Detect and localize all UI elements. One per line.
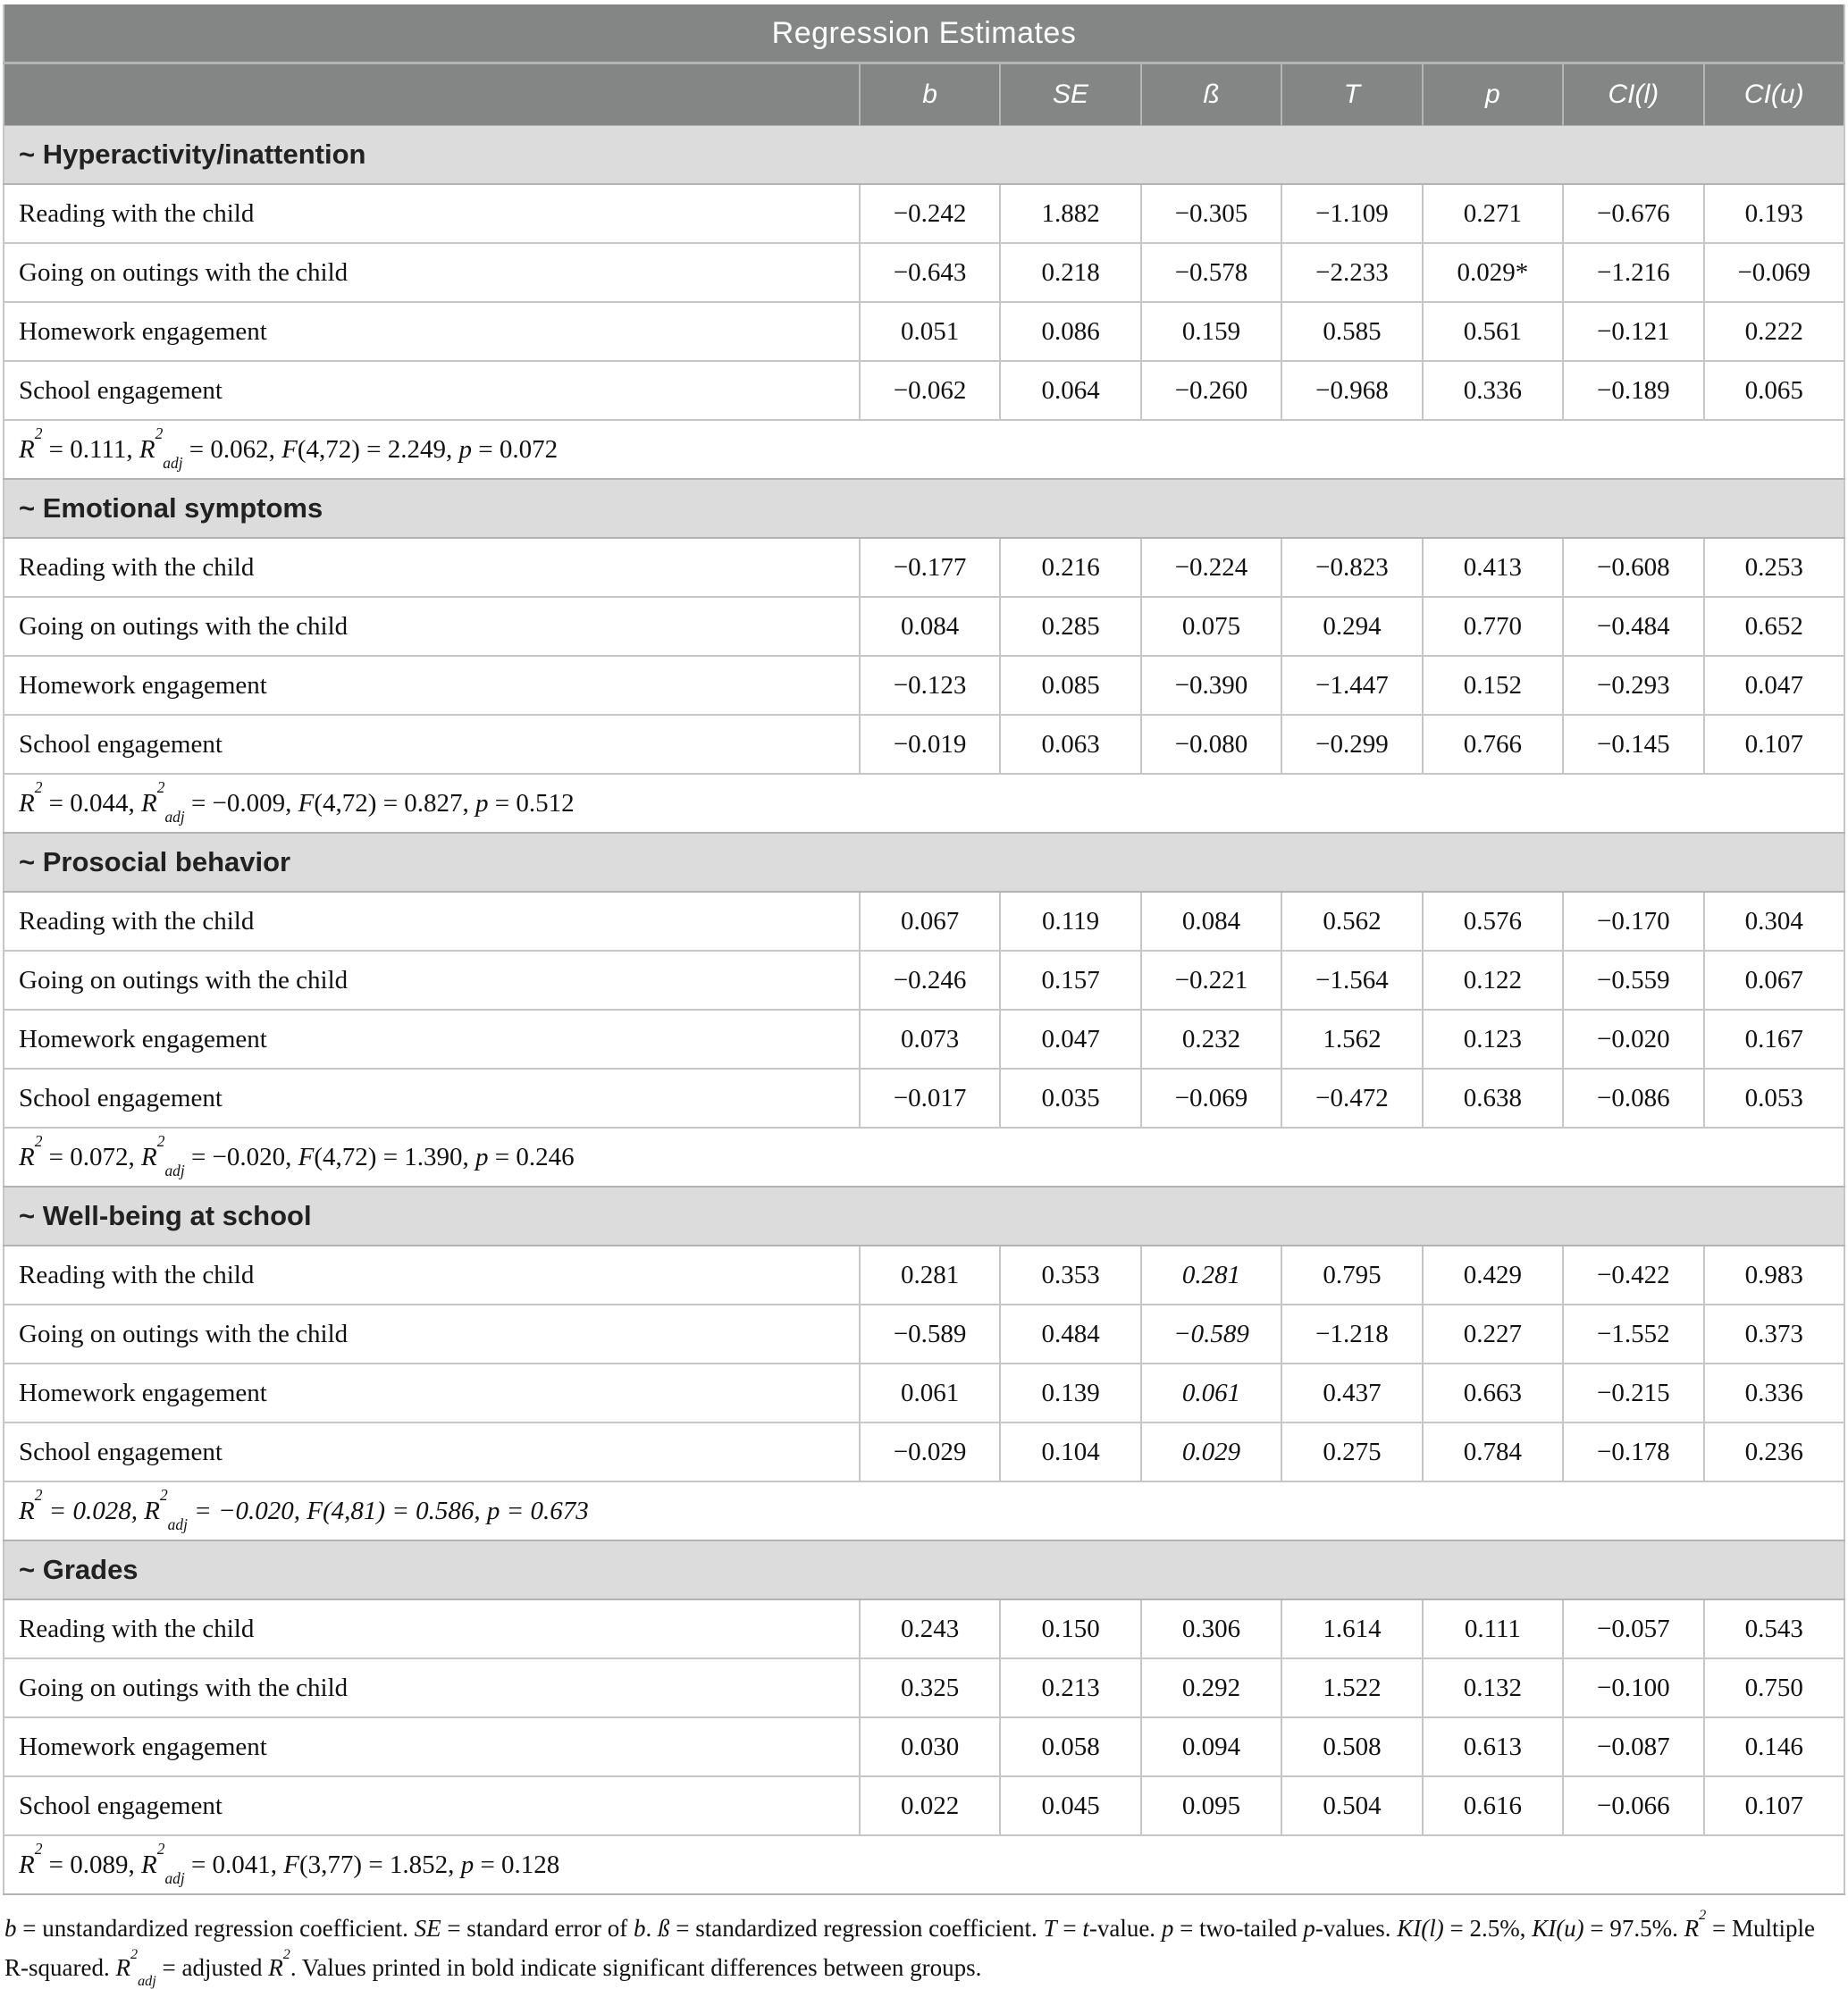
cell-beta: 0.029: [1141, 1423, 1281, 1481]
column-header-p: p: [1423, 63, 1563, 126]
table-row: [4, 1717, 1844, 1776]
cell-ci-lower: −0.676: [1563, 184, 1703, 243]
cell-b: −0.019: [860, 715, 1000, 774]
cell-p: 0.271: [1423, 184, 1563, 243]
cell-ci-lower: −0.178: [1563, 1423, 1703, 1481]
cell-p: 0.122: [1423, 951, 1563, 1010]
cell-t: 0.795: [1281, 1246, 1422, 1305]
cell-ci-lower: −0.608: [1563, 538, 1703, 597]
cell-p: 0.638: [1423, 1069, 1563, 1128]
column-header-ci-lower: CI(l): [1563, 63, 1703, 126]
row-label: Homework engagement: [4, 302, 860, 361]
cell-b: −0.123: [860, 656, 1000, 715]
cell-b: 0.061: [860, 1364, 1000, 1423]
cell-t: 0.585: [1281, 302, 1422, 361]
cell-ci-upper: 0.236: [1704, 1423, 1844, 1481]
cell-b: 0.243: [860, 1599, 1000, 1658]
cell-se: 0.285: [1000, 597, 1140, 656]
section-row: [4, 833, 1844, 892]
cell-t: 0.275: [1281, 1423, 1422, 1481]
cell-beta: −0.224: [1141, 538, 1281, 597]
model-fit-stats: $R^2 = 0.089$, $R^2_{adj} = 0.041$, F(3,77) = 1.852, p = 0.128: [4, 1835, 1844, 1894]
cell-b: −0.017: [860, 1069, 1000, 1128]
cell-b: −0.062: [860, 361, 1000, 420]
cell-se: 0.035: [1000, 1069, 1140, 1128]
cell-t: −1.109: [1281, 184, 1422, 243]
table-row: [4, 243, 1844, 302]
cell-beta: −0.221: [1141, 951, 1281, 1010]
cell-t: −2.233: [1281, 243, 1422, 302]
section-row: [4, 479, 1844, 538]
cell-ci-lower: −0.100: [1563, 1658, 1703, 1717]
cell-t: 0.294: [1281, 597, 1422, 656]
table-row: [4, 1658, 1844, 1717]
cell-b: 0.030: [860, 1717, 1000, 1776]
table-row: [4, 1423, 1844, 1481]
cell-beta: 0.232: [1141, 1010, 1281, 1069]
row-label: Going on outings with the child: [4, 951, 860, 1010]
cell-beta: 0.094: [1141, 1717, 1281, 1776]
row-label: Homework engagement: [4, 656, 860, 715]
cell-p: 0.123: [1423, 1010, 1563, 1069]
cell-p: 0.111: [1423, 1599, 1563, 1658]
table-row: [4, 184, 1844, 243]
cell-ci-upper: 0.304: [1704, 892, 1844, 951]
section-heading: ~ Well-being at school: [4, 1187, 1844, 1246]
row-label: Homework engagement: [4, 1010, 860, 1069]
row-label: Going on outings with the child: [4, 243, 860, 302]
cell-t: 0.508: [1281, 1717, 1422, 1776]
cell-t: −0.299: [1281, 715, 1422, 774]
cell-ci-upper: 0.253: [1704, 538, 1844, 597]
cell-se: 0.119: [1000, 892, 1140, 951]
cell-ci-upper: 0.222: [1704, 302, 1844, 361]
model-fit-stats: $R^2 = 0.111$, $R^2_{adj} = 0.062$, F(4,72) = 2.249, p = 0.072: [4, 420, 1844, 479]
cell-beta: 0.061: [1141, 1364, 1281, 1423]
cell-ci-upper: 0.053: [1704, 1069, 1844, 1128]
cell-se: 0.063: [1000, 715, 1140, 774]
stats-row: [4, 774, 1844, 833]
cell-b: −0.029: [860, 1423, 1000, 1481]
cell-se: 0.058: [1000, 1717, 1140, 1776]
cell-b: 0.073: [860, 1010, 1000, 1069]
cell-se: 0.104: [1000, 1423, 1140, 1481]
cell-ci-lower: −0.215: [1563, 1364, 1703, 1423]
cell-se: 0.157: [1000, 951, 1140, 1010]
table-footnote: b = unstandardized regression coefficient. SE = standard error of b. ß = standardized regression coefficient. T = t-value. p = two-tailed p-values. KI(l) = 2.5%, KI(u) = 97.5%. $R^2$ = Multiple R-squared. $R^2_{adj}$ = adjusted $R^2$. Values printed in bold indicate significant differences between groups.: [4, 1907, 1815, 1989]
section-heading: ~ Grades: [4, 1540, 1844, 1599]
cell-ci-lower: −0.484: [1563, 597, 1703, 656]
table-row: [4, 361, 1844, 420]
cell-se: 0.047: [1000, 1010, 1140, 1069]
cell-beta: −0.578: [1141, 243, 1281, 302]
cell-beta: −0.305: [1141, 184, 1281, 243]
row-label: Reading with the child: [4, 538, 860, 597]
table-row: [4, 538, 1844, 597]
cell-p: 0.576: [1423, 892, 1563, 951]
table-row: [4, 1305, 1844, 1364]
row-label: School engagement: [4, 1069, 860, 1128]
table-title: Regression Estimates: [4, 4, 1844, 63]
cell-ci-upper: 0.543: [1704, 1599, 1844, 1658]
table-row: [4, 656, 1844, 715]
row-label: Homework engagement: [4, 1717, 860, 1776]
cell-beta: 0.306: [1141, 1599, 1281, 1658]
table-row: [4, 1246, 1844, 1305]
model-fit-stats: $R^2 = 0.028$, $R^2_{adj} = -0.020$, F(4,81) = 0.586, p = 0.673: [4, 1481, 1844, 1540]
cell-beta: −0.260: [1141, 361, 1281, 420]
cell-ci-upper: −0.069: [1704, 243, 1844, 302]
row-label: Going on outings with the child: [4, 597, 860, 656]
cell-se: 1.882: [1000, 184, 1140, 243]
cell-se: 0.218: [1000, 243, 1140, 302]
cell-beta: 0.159: [1141, 302, 1281, 361]
cell-ci-upper: 0.107: [1704, 1776, 1844, 1835]
cell-ci-lower: −1.216: [1563, 243, 1703, 302]
cell-se: 0.064: [1000, 361, 1140, 420]
cell-beta: −0.080: [1141, 715, 1281, 774]
cell-p: 0.766: [1423, 715, 1563, 774]
cell-b: −0.643: [860, 243, 1000, 302]
cell-se: 0.085: [1000, 656, 1140, 715]
section-row: [4, 1187, 1844, 1246]
column-header-empty: [4, 63, 860, 126]
row-label: Reading with the child: [4, 1246, 860, 1305]
cell-ci-upper: 0.146: [1704, 1717, 1844, 1776]
cell-t: −0.823: [1281, 538, 1422, 597]
cell-ci-lower: −0.170: [1563, 892, 1703, 951]
cell-ci-upper: 0.750: [1704, 1658, 1844, 1717]
regression-table: [3, 4, 1845, 1895]
stats-row: [4, 1128, 1844, 1187]
cell-p: 0.613: [1423, 1717, 1563, 1776]
cell-p: 0.429: [1423, 1246, 1563, 1305]
cell-ci-upper: 0.652: [1704, 597, 1844, 656]
cell-b: 0.051: [860, 302, 1000, 361]
cell-beta: 0.075: [1141, 597, 1281, 656]
row-label: Homework engagement: [4, 1364, 860, 1423]
cell-t: 1.614: [1281, 1599, 1422, 1658]
cell-ci-lower: −0.559: [1563, 951, 1703, 1010]
column-header-b: b: [860, 63, 1000, 126]
cell-beta: 0.095: [1141, 1776, 1281, 1835]
cell-beta: 0.292: [1141, 1658, 1281, 1717]
cell-b: 0.281: [860, 1246, 1000, 1305]
cell-b: 0.084: [860, 597, 1000, 656]
cell-beta: −0.069: [1141, 1069, 1281, 1128]
cell-p: 0.152: [1423, 656, 1563, 715]
cell-b: 0.067: [860, 892, 1000, 951]
section-heading: ~ Hyperactivity/inattention: [4, 126, 1844, 185]
cell-p: 0.784: [1423, 1423, 1563, 1481]
cell-ci-upper: 0.047: [1704, 656, 1844, 715]
cell-b: −0.242: [860, 184, 1000, 243]
table-title-row: [4, 4, 1844, 63]
column-header-row: [4, 63, 1844, 126]
cell-se: 0.086: [1000, 302, 1140, 361]
cell-b: 0.022: [860, 1776, 1000, 1835]
stats-row: [4, 1481, 1844, 1540]
cell-se: 0.353: [1000, 1246, 1140, 1305]
cell-ci-upper: 0.167: [1704, 1010, 1844, 1069]
cell-ci-upper: 0.107: [1704, 715, 1844, 774]
table-body: [4, 126, 1844, 1895]
cell-ci-upper: 0.373: [1704, 1305, 1844, 1364]
cell-ci-upper: 0.193: [1704, 184, 1844, 243]
row-label: School engagement: [4, 715, 860, 774]
cell-ci-lower: −0.293: [1563, 656, 1703, 715]
cell-ci-lower: −0.087: [1563, 1717, 1703, 1776]
table-row: [4, 715, 1844, 774]
cell-ci-upper: 0.067: [1704, 951, 1844, 1010]
cell-t: −0.472: [1281, 1069, 1422, 1128]
row-label: Reading with the child: [4, 1599, 860, 1658]
cell-ci-lower: −0.086: [1563, 1069, 1703, 1128]
cell-b: −0.246: [860, 951, 1000, 1010]
table-row: [4, 1069, 1844, 1128]
cell-p: 0.616: [1423, 1776, 1563, 1835]
cell-ci-lower: −0.189: [1563, 361, 1703, 420]
row-label: School engagement: [4, 1776, 860, 1835]
cell-se: 0.139: [1000, 1364, 1140, 1423]
table-row: [4, 1776, 1844, 1835]
cell-p: 0.336: [1423, 361, 1563, 420]
cell-beta: −0.390: [1141, 656, 1281, 715]
cell-beta: 0.084: [1141, 892, 1281, 951]
cell-p: 0.561: [1423, 302, 1563, 361]
cell-p: 0.663: [1423, 1364, 1563, 1423]
cell-t: 1.562: [1281, 1010, 1422, 1069]
section-row: [4, 126, 1844, 185]
column-header-t: T: [1281, 63, 1422, 126]
row-label: School engagement: [4, 361, 860, 420]
cell-ci-upper: 0.065: [1704, 361, 1844, 420]
column-header-se: SE: [1000, 63, 1140, 126]
cell-t: −1.564: [1281, 951, 1422, 1010]
cell-b: −0.589: [860, 1305, 1000, 1364]
table-row: [4, 302, 1844, 361]
column-header-ci-upper: CI(u): [1704, 63, 1844, 126]
table-row: [4, 892, 1844, 951]
row-label: Reading with the child: [4, 184, 860, 243]
cell-beta: −0.589: [1141, 1305, 1281, 1364]
cell-t: 0.562: [1281, 892, 1422, 951]
cell-ci-lower: −1.552: [1563, 1305, 1703, 1364]
table-row: [4, 597, 1844, 656]
cell-se: 0.213: [1000, 1658, 1140, 1717]
stats-row: [4, 1835, 1844, 1894]
cell-ci-lower: −0.020: [1563, 1010, 1703, 1069]
row-label: School engagement: [4, 1423, 860, 1481]
row-label: Going on outings with the child: [4, 1305, 860, 1364]
cell-p: 0.029*: [1423, 243, 1563, 302]
table-row: [4, 1364, 1844, 1423]
cell-p: 0.770: [1423, 597, 1563, 656]
cell-p: 0.132: [1423, 1658, 1563, 1717]
cell-b: 0.325: [860, 1658, 1000, 1717]
cell-ci-lower: −0.121: [1563, 302, 1703, 361]
row-label: Going on outings with the child: [4, 1658, 860, 1717]
table-row: [4, 1010, 1844, 1069]
cell-ci-lower: −0.057: [1563, 1599, 1703, 1658]
cell-p: 0.227: [1423, 1305, 1563, 1364]
section-heading: ~ Emotional symptoms: [4, 479, 1844, 538]
cell-t: 1.522: [1281, 1658, 1422, 1717]
cell-se: 0.045: [1000, 1776, 1140, 1835]
stats-row: [4, 420, 1844, 479]
cell-t: 0.437: [1281, 1364, 1422, 1423]
cell-ci-upper: 0.336: [1704, 1364, 1844, 1423]
cell-ci-lower: −0.066: [1563, 1776, 1703, 1835]
section-heading: ~ Prosocial behavior: [4, 833, 1844, 892]
cell-t: −1.447: [1281, 656, 1422, 715]
cell-ci-lower: −0.422: [1563, 1246, 1703, 1305]
table-row: [4, 1599, 1844, 1658]
table-row: [4, 951, 1844, 1010]
cell-b: −0.177: [860, 538, 1000, 597]
cell-p: 0.413: [1423, 538, 1563, 597]
cell-ci-upper: 0.983: [1704, 1246, 1844, 1305]
cell-t: −1.218: [1281, 1305, 1422, 1364]
cell-t: 0.504: [1281, 1776, 1422, 1835]
section-row: [4, 1540, 1844, 1599]
cell-se: 0.484: [1000, 1305, 1140, 1364]
column-header-beta: ß: [1141, 63, 1281, 126]
row-label: Reading with the child: [4, 892, 860, 951]
cell-beta: 0.281: [1141, 1246, 1281, 1305]
cell-t: −0.968: [1281, 361, 1422, 420]
model-fit-stats: $R^2 = 0.044$, $R^2_{adj} = -0.009$, F(4,72) = 0.827, p = 0.512: [4, 774, 1844, 833]
cell-se: 0.216: [1000, 538, 1140, 597]
cell-se: 0.150: [1000, 1599, 1140, 1658]
model-fit-stats: $R^2 = 0.072$, $R^2_{adj} = -0.020$, F(4,72) = 1.390, p = 0.246: [4, 1128, 1844, 1187]
cell-ci-lower: −0.145: [1563, 715, 1703, 774]
